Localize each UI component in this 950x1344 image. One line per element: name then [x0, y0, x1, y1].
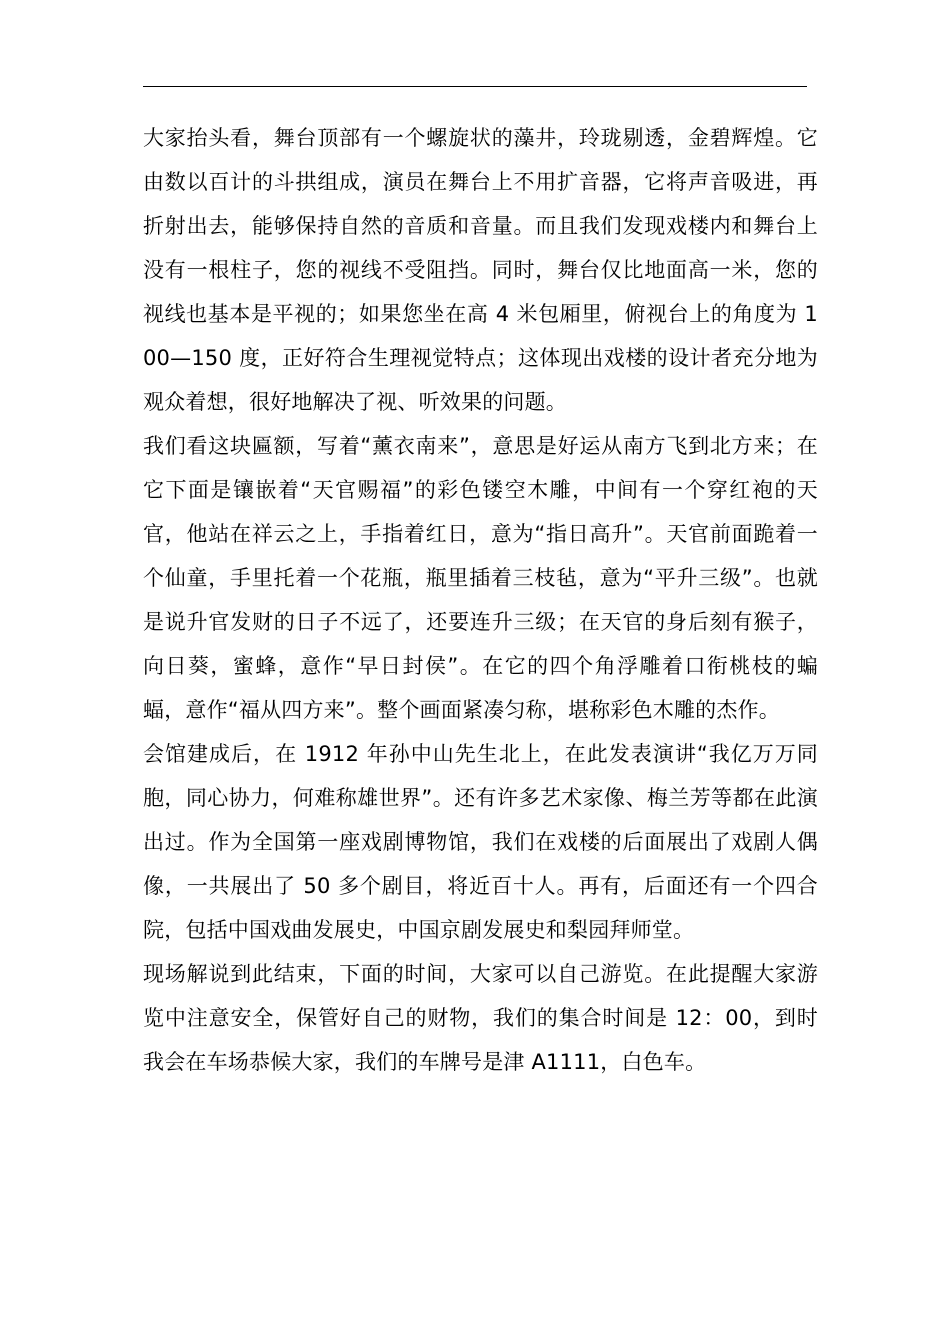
paragraph-caisson: 大家抬头看，舞台顶部有一个螺旋状的藻井，玲珑剔透，金碧辉煌。它由数以百计的斗拱组成，演员在舞台上不用扩音器，它将声音吸进，再折射出去，能够保持自然的音质和音量。而且我们发现戏楼内和舞台上没有一根柱子，您的视线不受阻挡。同时，舞台仅比地面高一米，您的视线也基本是平视的；如果您坐在高 4 米包厢里，俯视台上的角度为 100—150 度，正好符合生理视觉特点；这体现出戏楼的设计者充分地为观众着想，很好地解决了视、听效果的问题。: [143, 126, 818, 414]
paragraph-plaque: 我们看这块匾额，写着“薰衣南来”，意思是好运从南方飞到北方来；在它下面是镶嵌着“天官赐福”的彩色镂空木雕，中间有一个穿红袍的天官，他站在祥云之上，手指着红日，意为“指日高升”。天官前面跪着一个仙童，手里托着一个花瓶，瓶里插着三枝毡，意为“平升三级”。也就是说升官发财的日子不远了，还要连升三级；在天官的身后刻有猴子，向日葵，蜜蜂，意作“早日封侯”。在它的四个角浮雕着口衔桃枝的蝙蝠，意作“福从四方来”。整个画面紧凑匀称，堪称彩色木雕的杰作。: [143, 434, 818, 722]
paragraph-history: 会馆建成后，在 1912 年孙中山先生北上，在此发表演讲“我亿万万同胞，同心协力，何难称雄世界”。还有许多艺术家像、梅兰芳等都在此演出过。作为全国第一座戏剧博物馆，我们在戏楼的后面展出了戏剧人偶像，一共展出了 50 多个剧目，将近百十人。再有，后面还有一个四合院，包括中国戏曲发展史，中国京剧发展史和梨园拜师堂。: [143, 742, 818, 942]
header-rule: [143, 86, 807, 87]
document-body: [143, 116, 818, 1084]
paragraph-closing: 现场解说到此结束，下面的时间，大家可以自己游览。在此提醒大家游览中注意安全，保管好自己的财物，我们的集合时间是 12：00，到时我会在车场恭候大家，我们的车牌号是津 A1111，白色车。: [143, 962, 818, 1074]
